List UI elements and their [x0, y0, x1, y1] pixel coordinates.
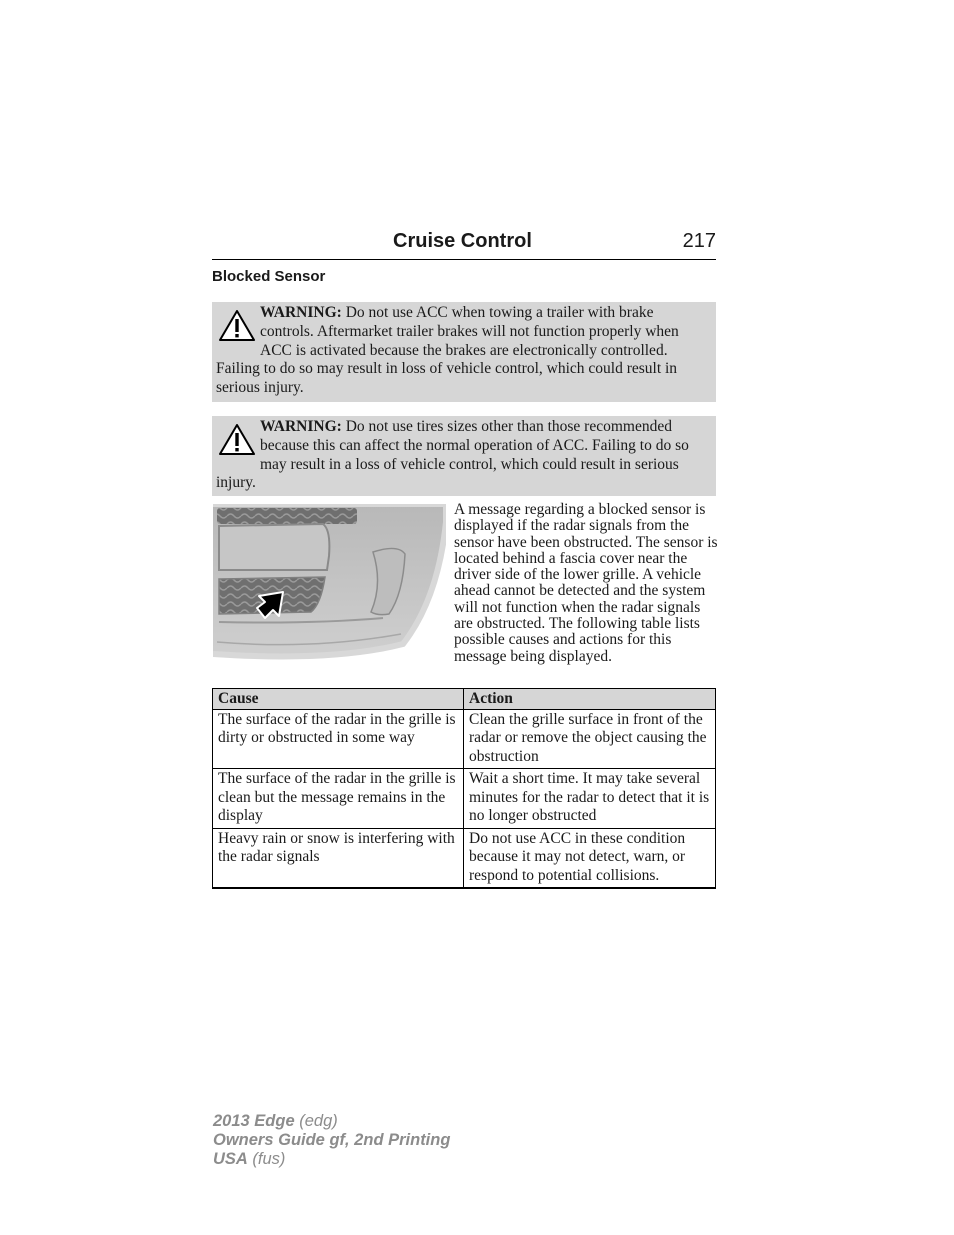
column-header-cause: Cause	[213, 689, 464, 710]
footer-line-guide: Owners Guide gf, 2nd Printing	[213, 1131, 451, 1149]
cause-cell: The surface of the radar in the grille is dirty or obstructed in some way	[213, 709, 464, 769]
warning-text: Do not use ACC when towing a trailer with brake controls. Aftermarket trailer brakes will not function properly when ACC is activated because the brakes are electronically controlled. Failing to do so may result in loss of vehicle control, which could result in serious injury.	[216, 304, 679, 397]
footer-line-model: 2013 Edge (edg)	[213, 1112, 338, 1130]
page-number: 217	[682, 230, 716, 252]
section-heading: Blocked Sensor	[212, 268, 326, 285]
warning-box-tires	[212, 416, 716, 496]
page-footer	[213, 1112, 450, 1169]
footer-line-market: USA (fus)	[213, 1150, 286, 1168]
warning-triangle-icon	[218, 423, 256, 456]
page-header	[212, 229, 716, 260]
front-bumper-illustration-with-arrow-icon	[213, 504, 446, 662]
action-cell: Wait a short time. It may take several minutes for the radar to detect that it is no longer obstructed	[464, 769, 716, 829]
action-cell: Do not use ACC in these condition because it may not detect, warn, or respond to potential collisions.	[464, 828, 716, 888]
action-cell: Clean the grille surface in front of the radar or remove the object causing the obstruction	[464, 709, 716, 769]
cause-action-table	[212, 688, 716, 889]
table-header-row	[213, 689, 716, 710]
warning-box-towing	[212, 302, 716, 402]
table-row	[213, 709, 716, 769]
chapter-title: Cruise Control	[393, 230, 532, 252]
table-row	[213, 828, 716, 888]
warning-text: Do not use tires sizes other than those recommended because this can affect the normal operation of ACC. Failing to do so may result in a loss of vehicle control, which could result in serious injury.	[216, 418, 689, 492]
warning-label: WARNING:	[260, 304, 342, 321]
warning-triangle-icon	[218, 309, 256, 342]
warning-label: WARNING:	[260, 418, 342, 435]
cause-cell: The surface of the radar in the grille is clean but the message remains in the display	[213, 769, 464, 829]
column-header-action: Action	[464, 689, 716, 710]
table-row	[213, 769, 716, 829]
cause-cell: Heavy rain or snow is interfering with the radar signals	[213, 828, 464, 888]
body-paragraph: A message regarding a blocked sensor is displayed if the radar signals from the sensor have been obstructed. The sensor is located behind a fascia cover near the driver side of the lower grille. A vehicle ahead cannot be detected and the system will not function when the radar signals are obstructed. The following table lists possible causes and actions for this message being displayed.	[454, 501, 718, 665]
